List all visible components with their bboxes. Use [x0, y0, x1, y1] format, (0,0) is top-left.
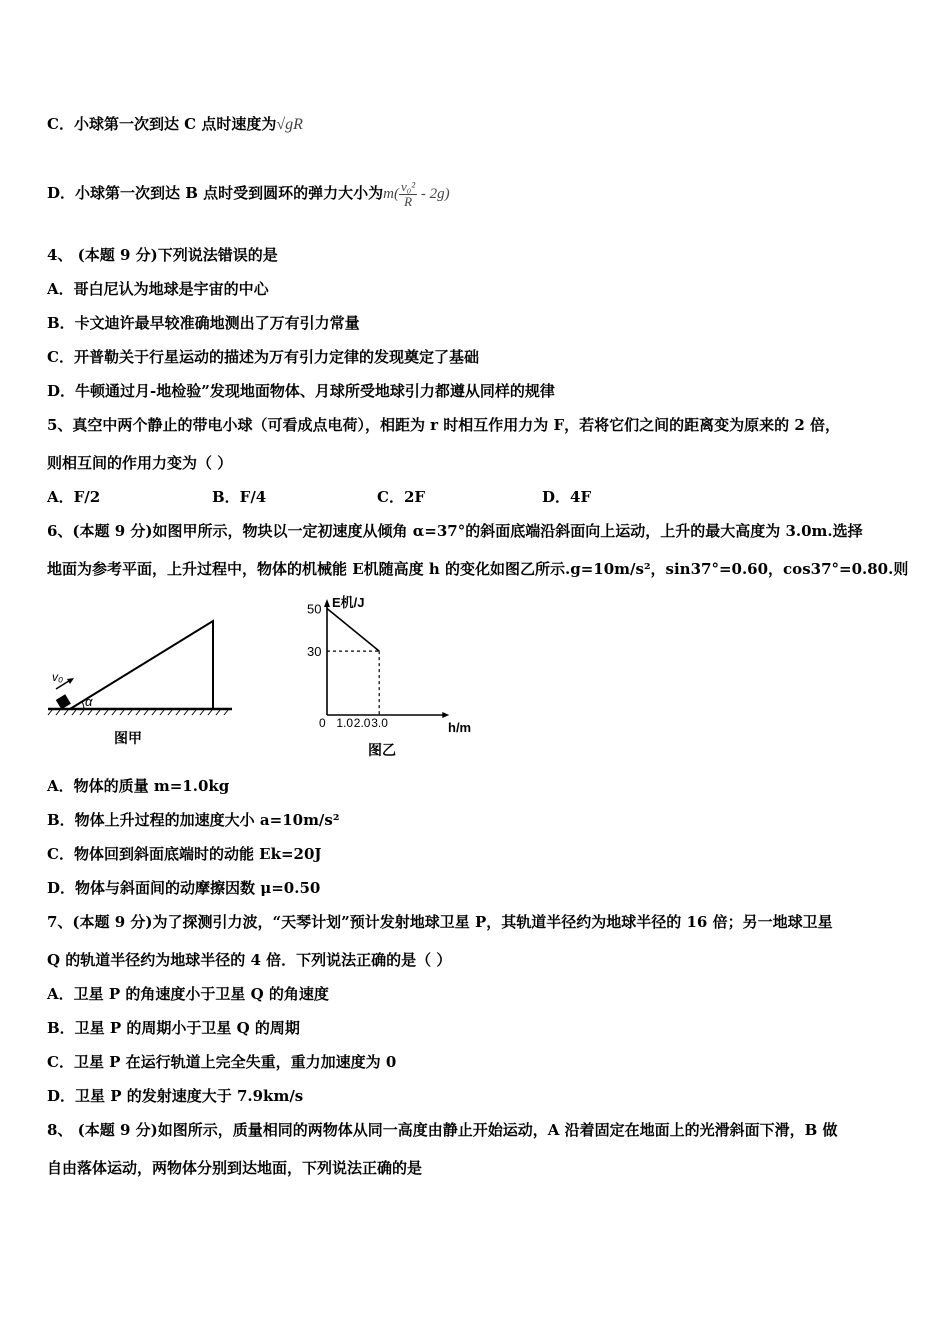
energy-line	[327, 609, 379, 652]
y-axis-arrow	[324, 599, 330, 607]
elastic-force-formula: m( $\frac{\text{v₀²}}{R}$ - 2g)	[383, 179, 450, 209]
y-axis-label: E机/J	[332, 595, 365, 610]
q4-option-b: B．卡文迪许最早较准确地测出了万有引力常量	[47, 314, 360, 332]
q5-option-d: D．4F	[542, 488, 592, 506]
q8-stem-line1: 8、 (本题 9 分)如图所示，质量相同的两物体从同一高度由静止开始运动，A 沿着固定在地面上的光滑斜面下滑，B 做	[47, 1121, 838, 1139]
v0-label: v₀	[52, 670, 64, 684]
q6-stem-line2: 地面为参考平面，上升过程中，物体的机械能 E机随高度 h 的变化如图乙所示.g=10m/s²，sin37°=0.60，cos37°=0.80.则	[47, 560, 909, 578]
q6-option-c: C．物体回到斜面底端时的动能 Ek=20J	[47, 845, 322, 863]
q5-option-a: A．F/2	[47, 488, 101, 506]
figure-energy-chart	[295, 585, 495, 770]
q3-option-d	[47, 180, 450, 209]
x-tick-label: 1.0	[336, 716, 354, 730]
fig-b-caption: 图乙	[368, 742, 396, 758]
figure-incline	[40, 605, 250, 765]
q4-option-c: C．开普勒关于行星运动的描述为万有引力定律的发现奠定了基础	[47, 348, 479, 366]
x-axis-label: h/m	[448, 720, 472, 735]
x-tick-label: 3.0	[371, 716, 388, 730]
sqrt-gr-formula: √gR	[276, 116, 303, 133]
q4-stem: 4、 (本题 9 分)下列说法错误的是	[47, 246, 278, 264]
q7-option-a: A．卫星 P 的角速度小于卫星 Q 的角速度	[47, 985, 329, 1003]
q5-option-b: B．F/4	[212, 488, 267, 506]
chart-marks	[327, 609, 379, 716]
q4-option-a: A．哥白尼认为地球是宇宙的中心	[47, 280, 269, 298]
q3-option-d-text: D．小球第一次到达 B 点时受到圆环的弹力大小为	[47, 183, 384, 202]
y-tick-label: 30	[307, 644, 322, 660]
block	[56, 694, 71, 709]
q7-option-b: B．卫星 P 的周期小于卫星 Q 的周期	[47, 1019, 300, 1037]
q7-stem-line1: 7、(本题 9 分)为了探测引力波，“天琴计划”预计发射地球卫星 P，其轨道半径约为地球半径的 16 倍；另一地球卫星	[47, 913, 833, 931]
fig-a-caption: 图甲	[114, 730, 142, 746]
q4-option-d: D．牛顿通过月-地检验”发现地面物体、月球所受地球引力都遵从同样的规律	[47, 382, 555, 400]
q6-stem-line1: 6、(本题 9 分)如图甲所示，物块以一定初速度从倾角 α=37°的斜面底端沿斜面向上运动，上升的最大高度为 3.0m.选择	[47, 522, 863, 540]
q6-option-d: D．物体与斜面间的动摩擦因数 μ=0.50	[47, 879, 321, 897]
ground-hatching	[48, 710, 228, 715]
y-tick-label: 50	[307, 601, 322, 617]
origin-label: 0	[319, 716, 326, 730]
q3-option-c	[47, 114, 303, 135]
chart-axes	[307, 599, 449, 730]
q6-option-b: B．物体上升过程的加速度大小 a=10m/s²	[47, 811, 340, 829]
x-tick-label: 2.0	[353, 716, 371, 730]
q8-stem-line2: 自由落体运动，两物体分别到达地面，下列说法正确的是	[47, 1159, 423, 1177]
q3-option-c-text: C．小球第一次到达 C 点时速度为	[47, 115, 277, 133]
q5-stem-line2: 则相互间的作用力变为（ ）	[47, 454, 233, 472]
q7-stem-line2: Q 的轨道半径约为地球半径的 4 倍．下列说法正确的是（ ）	[47, 951, 452, 969]
alpha-label: α	[85, 694, 93, 709]
x-axis-arrow	[442, 712, 449, 718]
q6-option-a: A．物体的质量 m=1.0kg	[47, 777, 230, 795]
q5-option-c: C．2F	[377, 488, 426, 506]
q7-option-d: D．卫星 P 的发射速度大于 7.9km/s	[47, 1087, 304, 1105]
q7-option-c: C．卫星 P 在运行轨道上完全失重，重力加速度为 0	[47, 1053, 397, 1071]
q5-stem-line1: 5、真空中两个静止的带电小球（可看成点电荷），相距为 r 时相互作用力为 F，若将它们之间的距离变为原来的 2 倍，	[47, 416, 841, 434]
